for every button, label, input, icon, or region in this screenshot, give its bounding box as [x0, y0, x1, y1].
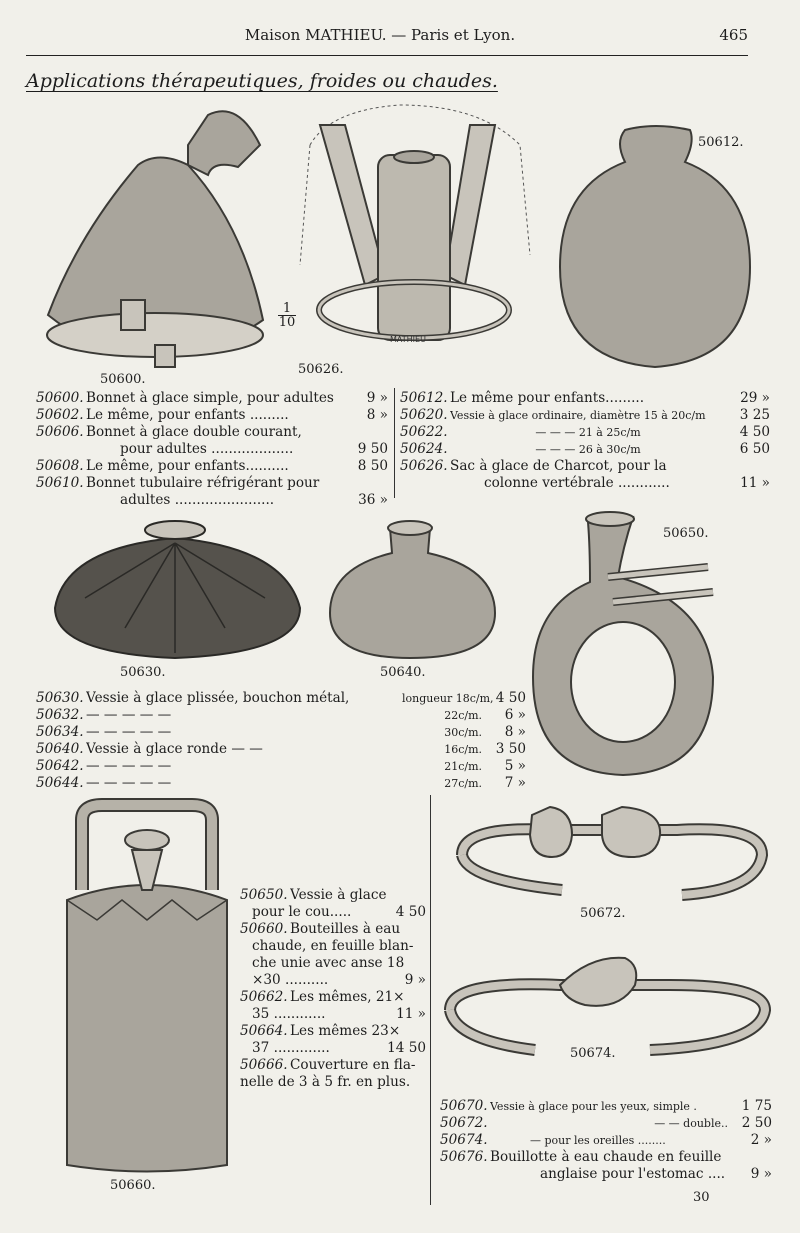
- figure-label-50650: 50650.: [663, 526, 709, 541]
- figure-label-50626: 50626.: [298, 362, 344, 377]
- column-divider: [394, 388, 395, 498]
- figure-label-50600: 50600.: [100, 372, 146, 387]
- list-item: 50620. Vessie à glace ordinaire, diamètre 15 à 20c/m 3 25: [400, 407, 770, 423]
- charcot-ice-bag-illustration: [280, 105, 540, 365]
- figure-label-50640: 50640.: [380, 665, 426, 680]
- figure-label-50630: 50630.: [120, 665, 166, 680]
- list-item: 50662. Les mêmes, 21×: [240, 989, 405, 1005]
- price-list-yeux: [440, 1098, 772, 1183]
- list-item: 50624. — — — 26 à 30c/m 6 50: [400, 441, 770, 457]
- list-item: 50612. Le même pour enfants......... 29 »: [400, 390, 770, 406]
- list-item: 50608. Le même, pour enfants.......... 8 50: [36, 458, 388, 474]
- list-item: 50650. Vessie à glace: [240, 887, 387, 903]
- mathieu-mark-text: MATHIEU: [390, 335, 426, 344]
- header-rule: [26, 55, 748, 56]
- neck-ice-bag-illustration: [528, 507, 718, 779]
- list-item: 50630. Vessie à glace plissée, bouchon métal, longueur 18c/m, 4 50: [36, 690, 526, 706]
- list-item: che unie avec anse 18: [252, 955, 405, 971]
- hot-water-bottle-illustration: [52, 800, 242, 1175]
- list-item: 50644. — — — — — 27c/m. 7 »: [36, 775, 526, 791]
- list-item: nelle de 3 à 5 fr. en plus.: [240, 1074, 411, 1090]
- list-item: ×30 .......... 9 »: [252, 972, 426, 988]
- list-item: pour le cou..... 4 50: [252, 904, 426, 920]
- list-item: 37 ............. 14 50: [252, 1040, 426, 1056]
- list-item: 50640. Vessie à glace ronde — — 16c/m. 3 50: [36, 741, 526, 757]
- page-header-title: Maison MATHIEU. — Paris et Lyon.: [244, 26, 516, 44]
- list-item: 50600. Bonnet à glace simple, pour adultes 9 »: [36, 390, 388, 406]
- figure-label-50660: 50660.: [110, 1178, 156, 1193]
- pleated-ice-bag-illustration: [45, 518, 305, 663]
- price-list-plissees: [36, 690, 526, 792]
- price-list-vessies: [400, 390, 770, 492]
- list-item: 50610. Bonnet tubulaire réfrigérant pour: [36, 475, 320, 491]
- price-list-bouteilles: [240, 887, 426, 1091]
- round-ice-bag-illustration: [555, 122, 755, 372]
- list-item: 50626. Sac à glace de Charcot, pour la: [400, 458, 667, 474]
- scale-denominator: 10: [278, 315, 296, 330]
- price-list-bonnets: [36, 390, 388, 509]
- list-item: pour adultes ................... 9 50: [120, 441, 388, 457]
- list-item: 50642. — — — — — 21c/m. 5 »: [36, 758, 526, 774]
- list-item: 50660. Bouteilles à eau: [240, 921, 401, 937]
- list-item: 50622. — — — 21 à 25c/m 4 50: [400, 424, 770, 440]
- list-item: colonne vertébrale ............ 11 »: [484, 475, 770, 491]
- figure-label-50612: 50612.: [698, 135, 744, 150]
- list-item: 50674. — pour les oreilles ........ 2 »: [440, 1132, 772, 1148]
- list-item: 50664. Les mêmes 23×: [240, 1023, 401, 1039]
- list-item: adultes ....................... 36 »: [120, 492, 388, 508]
- list-item: 50634. — — — — — 30c/m. 8 »: [36, 724, 526, 740]
- scale-numerator: 1: [278, 302, 296, 316]
- list-item: 35 ............ 11 »: [252, 1006, 426, 1022]
- page-number: 465: [719, 26, 748, 44]
- figure-label-50672: 50672.: [580, 906, 626, 921]
- scale-fraction: [278, 302, 296, 329]
- signature-number: 30: [693, 1190, 710, 1205]
- list-item: 50602. Le même, pour enfants ......... 8 »: [36, 407, 388, 423]
- round-ice-bag-illustration-2: [325, 518, 500, 660]
- figure-label-50674: 50674.: [570, 1046, 616, 1061]
- list-item: 50606. Bonnet à glace double courant,: [36, 424, 302, 440]
- ear-ice-bag-illustration: [440, 950, 775, 1060]
- list-item: 50632. — — — — — 22c/m. 6 »: [36, 707, 526, 723]
- list-item: 50670. Vessie à glace pour les yeux, simple . 1 75: [440, 1098, 772, 1114]
- list-item: 50676. Bouillotte à eau chaude en feuille: [440, 1149, 722, 1165]
- ice-bonnet-illustration: [38, 105, 268, 385]
- list-item: anglaise pour l'estomac .... 9 »: [540, 1166, 772, 1182]
- list-item: 50666. Couverture en fla-: [240, 1057, 416, 1073]
- eye-ice-bag-illustration: [452, 795, 772, 905]
- list-item: 50672. — — double.. 2 50: [440, 1115, 772, 1131]
- section-title: Applications thérapeutiques, froides ou chaudes.: [26, 70, 498, 92]
- list-item: chaude, en feuille blan-: [252, 938, 414, 954]
- column-divider-lower: [430, 795, 431, 1205]
